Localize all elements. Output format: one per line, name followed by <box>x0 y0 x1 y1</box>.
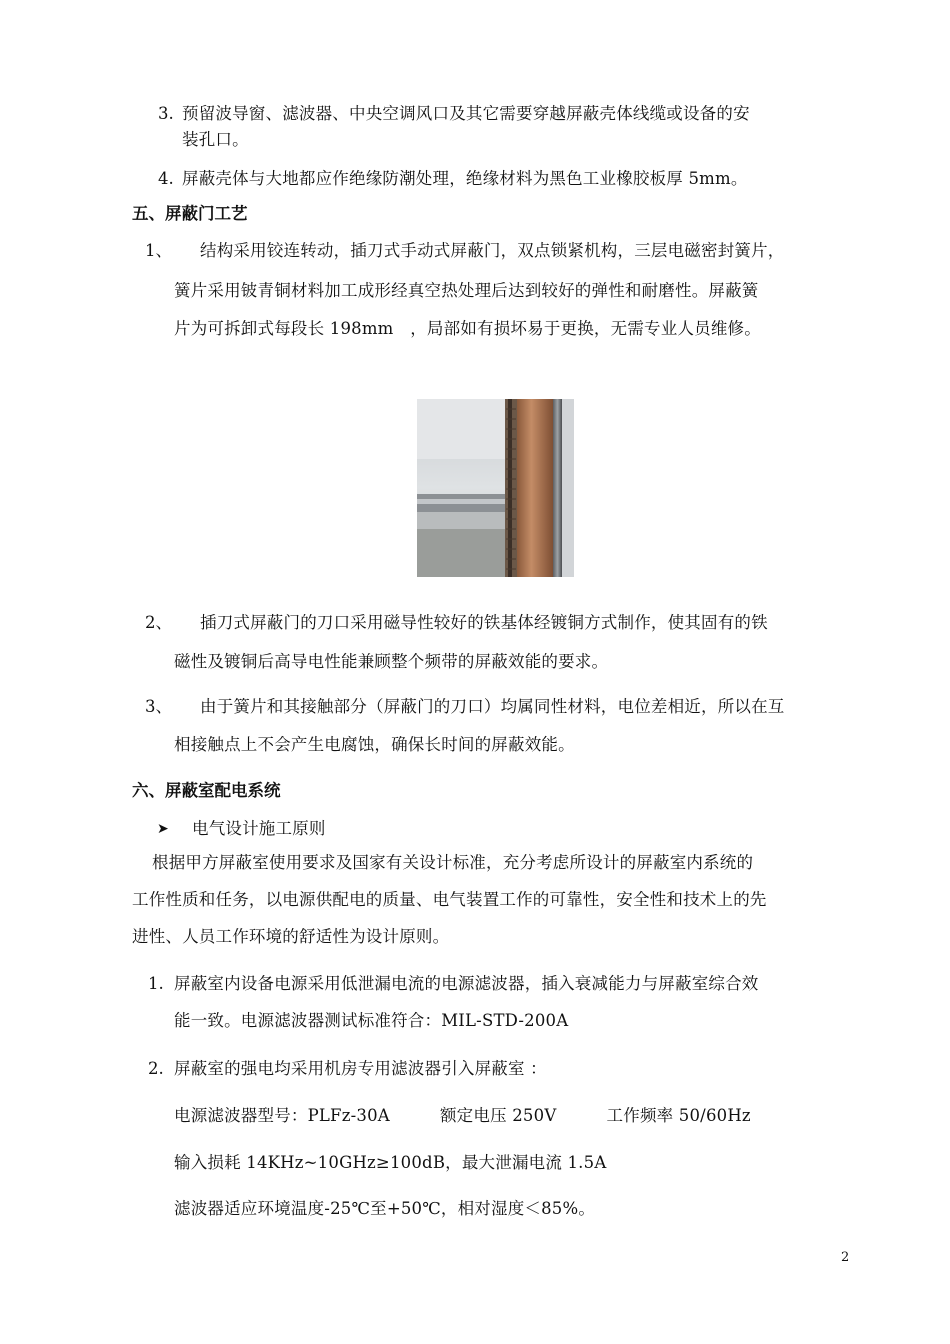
door-finger-stock-photo <box>417 399 574 577</box>
item-number: 4. <box>158 169 174 188</box>
arrow-bullet-icon: ➤ <box>157 821 169 837</box>
text-line: 簧片采用铍青铜材料加工成形经真空热处理后达到较好的弹性和耐磨性。屏蔽簧 <box>174 281 759 300</box>
text-line: 相接触点上不会产生电腐蚀，确保长时间的屏蔽效能。 <box>174 735 575 754</box>
text-line: 屏蔽室的强电均采用机房专用滤波器引入屏蔽室 ： <box>174 1059 547 1078</box>
text-line: 插刀式屏蔽门的刀口采用磁导性较好的铁基体经镀铜方式制作，使其固有的铁 <box>200 613 768 632</box>
bullet-text: 电气设计施工原则 <box>192 819 326 838</box>
paragraph-line: 进性、人员工作环境的舒适性为设计原则。 <box>132 927 450 946</box>
text-line: 磁性及镀铜后高导电性能兼顾整个频带的屏蔽效能的要求。 <box>174 652 609 671</box>
text-line: 装孔口。 <box>182 130 249 149</box>
text-line: 结构采用铰连转动，插刀式手动式屏蔽门，双点锁紧机构，三层电磁密封簧片， <box>200 241 785 260</box>
text-line: 屏蔽壳体与大地都应作绝缘防潮处理，绝缘材料为黑色工业橡胶板厚 5mm。 <box>182 169 748 188</box>
item-number: 3. <box>158 104 174 123</box>
text-line: 片为可拆卸式每段长 198mm ，局部如有损坏易于更换，无需专业人员维修。 <box>174 319 761 338</box>
item-number: 2. <box>148 1059 164 1078</box>
item-number: 1. <box>148 974 164 993</box>
spec-line: 输入损耗 14KHz~10GHz≥100dB，最大泄漏电流 1.5A <box>174 1153 607 1172</box>
page-number: 2 <box>841 1250 850 1265</box>
text-line: 预留波导窗、滤波器、中央空调风口及其它需要穿越屏蔽壳体线缆或设备的安 <box>182 104 750 123</box>
item-number: 2、 <box>145 613 172 632</box>
section-heading: 五、屏蔽门工艺 <box>132 204 248 223</box>
spec-line: 滤波器适应环境温度-25℃至+50℃，相对湿度＜85%。 <box>174 1199 596 1218</box>
text-line: 屏蔽室内设备电源采用低泄漏电流的电源滤波器，插入衰减能力与屏蔽室综合效 <box>174 974 759 993</box>
section-heading: 六、屏蔽室配电系统 <box>132 781 281 800</box>
text-line: 能一致。电源滤波器测试标准符合：MIL-STD-200A <box>174 1011 569 1030</box>
spec-line: 电源滤波器型号：PLFz-30A 额定电压 250V 工作频率 50/60Hz <box>174 1106 751 1125</box>
text-line: 由于簧片和其接触部分（屏蔽门的刀口）均属同性材料，电位差相近，所以在互 <box>200 697 785 716</box>
paragraph-line: 根据甲方屏蔽室使用要求及国家有关设计标准，充分考虑所设计的屏蔽室内系统的 <box>152 853 754 872</box>
paragraph-line: 工作性质和任务，以电源供配电的质量、电气装置工作的可靠性，安全性和技术上的先 <box>132 890 767 909</box>
item-number: 3、 <box>145 697 172 716</box>
item-number: 1、 <box>145 241 172 260</box>
